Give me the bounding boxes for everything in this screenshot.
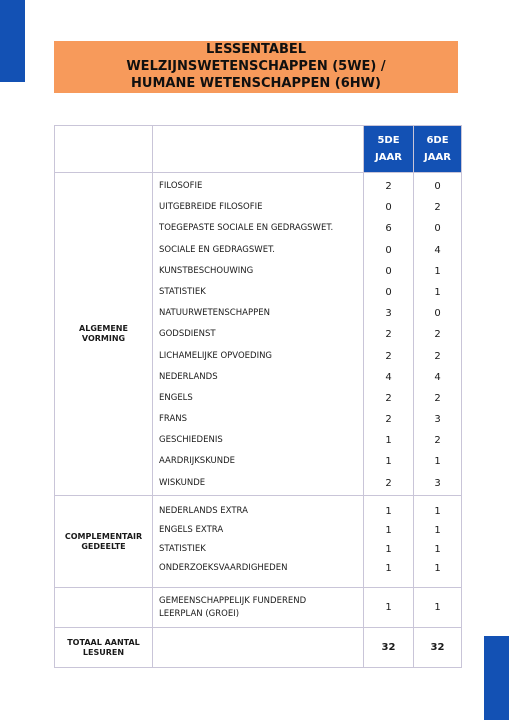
subject-name: GODSDIENST [159,329,216,340]
header-empty-cell-2 [153,126,364,173]
subject-name: STATISTIEK [159,544,206,554]
subject-name: ONDERZOEKSVAARDIGHEDEN [159,563,288,573]
hours-value: 2 [385,414,392,426]
subject-name: AARDRIJKSKUNDE [159,456,236,467]
hours-value: 1 [434,506,441,517]
hours-value: 1 [385,506,392,517]
hours-year-6-algemene [414,173,462,496]
subject-name: GESCHIEDENIS [159,435,223,446]
total-hours-year-5: 32 [364,628,414,668]
hours-value: 2 [385,477,392,489]
total-label-line-2: LESUREN [82,647,125,657]
header-year-5 [364,126,414,173]
groei-subject-line-2: LEERPLAN (GROEI) [159,608,240,619]
hours-value: 1 [385,525,392,536]
groei-empty-cell [55,588,153,628]
total-row [55,628,462,668]
group-row-groei [55,588,462,628]
header-year-5-line-1: 5DE [377,135,400,146]
hours-value: 4 [434,244,441,256]
page-title [54,41,458,93]
header-year-6 [414,126,462,173]
group-label-complementair-line-1: COMPLEMENTAIR [64,531,143,541]
hours-value: 3 [434,414,441,426]
subject-list-complementair [153,496,364,588]
header-year-6-line-1: 6DE [426,135,449,146]
hours-value: 1 [385,456,392,468]
group-label-complementair [55,496,153,588]
groei-hours-year-5: 1 [364,588,414,628]
subject-name: WISKUNDE [159,477,206,488]
hours-value: 0 [385,265,392,277]
group-row-complementair [55,496,462,588]
subject-name: UITGEBREIDE FILOSOFIE [159,202,263,213]
hours-year-5-complementair [364,496,414,588]
groei-subject [153,588,364,628]
groei-subject-line-1: GEMEENSCHAPPELIJK FUNDEREND [159,595,307,606]
hours-year-5-algemene [364,173,414,496]
groei-hours-year-6: 1 [414,588,462,628]
subject-name: NATUURWETENSCHAPPEN [159,308,270,319]
hours-value: 2 [385,181,392,192]
total-empty-cell [153,628,364,668]
hours-value: 1 [434,544,441,555]
hours-value: 1 [434,456,441,468]
hours-value: 4 [434,371,441,383]
hours-value: 2 [434,435,441,447]
subject-name: FRANS [159,414,188,425]
hours-value: 1 [385,435,392,447]
hours-value: 3 [385,308,392,320]
hours-value: 6 [385,223,392,235]
subject-name: ENGELS EXTRA [159,525,224,535]
hours-value: 0 [434,223,441,235]
group-row-algemene-vorming [55,173,462,496]
hours-value: 3 [434,477,441,489]
hours-value: 0 [385,286,392,298]
subject-name: STATISTIEK [159,286,206,297]
group-label-algemene-line-2: VORMING [81,334,126,343]
total-hours-year-6: 32 [414,628,462,668]
hours-value: 1 [434,563,441,574]
hours-value: 0 [434,181,441,192]
subject-name: NEDERLANDS [159,371,218,382]
subject-name: LICHAMELIJKE OPVOEDING [159,350,273,361]
subject-list-algemene [153,173,364,496]
hours-value: 4 [385,371,392,383]
total-label-line-1: TOTAAL AANTAL [67,637,140,647]
hours-value: 2 [434,392,441,404]
subject-name: NEDERLANDS EXTRA [159,506,248,516]
lessons-table [54,125,462,668]
header-year-6-line-2: JAAR [424,152,451,163]
subject-name: SOCIALE EN GEDRAGSWET. [159,244,275,255]
title-line-2: WELZIJNSWETENSCHAPPEN (5WE) / [126,59,386,74]
total-label [55,628,153,668]
decorative-bar-bottom [484,636,509,720]
subject-name: TOEGEPASTE SOCIALE EN GEDRAGSWET. [159,223,334,234]
hours-value: 0 [385,244,392,256]
title-line-1: LESSENTABEL [205,42,307,57]
hours-value: 1 [434,525,441,536]
header-empty-cell-1 [55,126,153,173]
title-line-3: HUMANE WETENSCHAPPEN (6HW) [131,76,381,91]
hours-value: 2 [434,329,441,341]
hours-value: 1 [385,544,392,555]
hours-value: 2 [385,350,392,362]
hours-value: 0 [434,308,441,320]
hours-value: 1 [434,286,441,298]
hours-value: 1 [434,265,441,277]
subject-name: FILOSOFIE [159,181,203,191]
group-label-algemene [55,173,153,496]
subject-name: ENGELS [159,392,193,403]
hours-year-6-complementair [414,496,462,588]
decorative-bar-top [0,0,25,82]
group-label-complementair-line-2: GEDEELTE [81,541,126,551]
header-year-5-line-2: JAAR [375,152,402,163]
hours-value: 1 [385,563,392,574]
hours-value: 0 [385,202,392,214]
hours-value: 2 [385,392,392,404]
table-header-row [55,126,462,173]
hours-value: 2 [434,350,441,362]
group-label-algemene-line-1: ALGEMENE [79,324,128,333]
hours-value: 2 [385,329,392,341]
hours-value: 2 [434,202,441,214]
subject-name: KUNSTBESCHOUWING [159,265,254,276]
